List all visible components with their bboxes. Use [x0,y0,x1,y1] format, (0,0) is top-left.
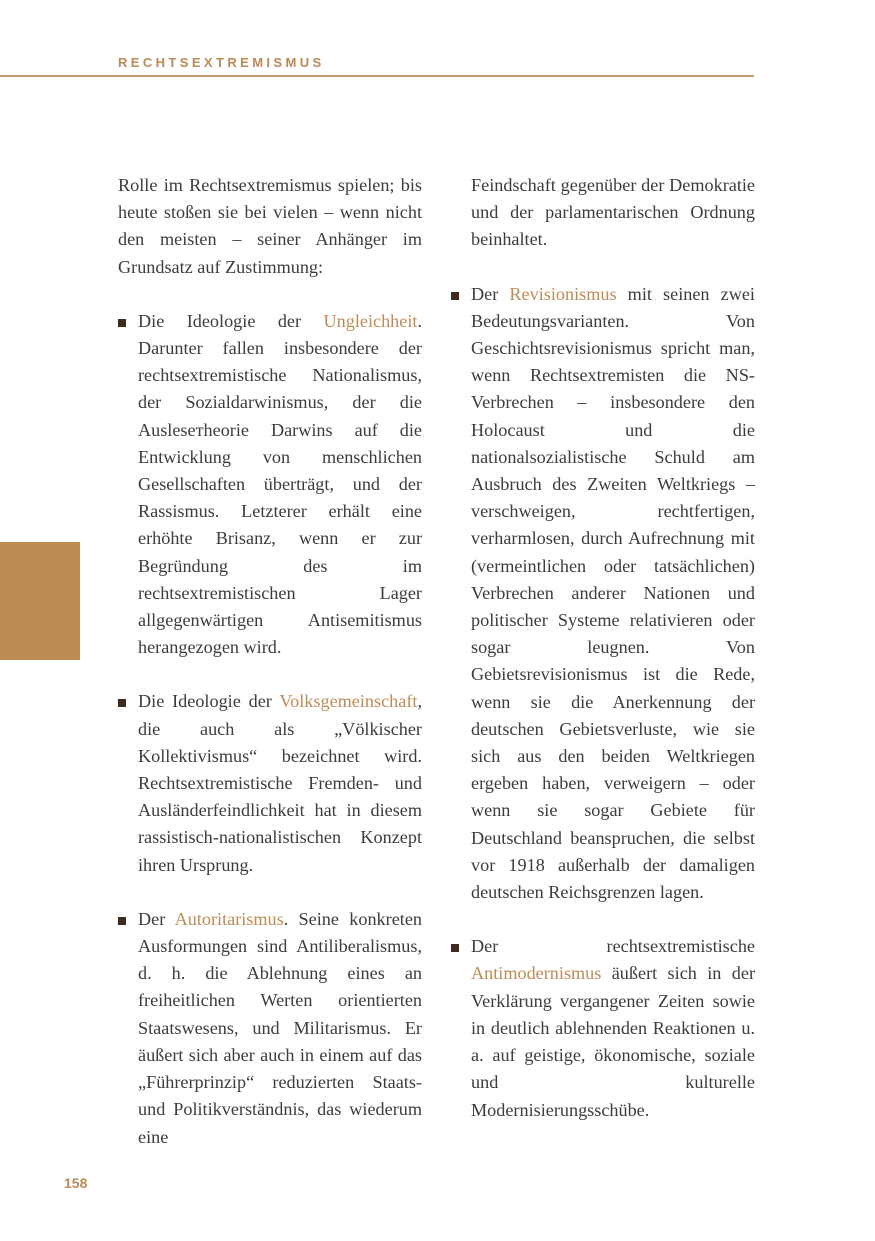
chapter-side-tab [0,542,80,660]
item-body: . Seine konkreten Ausformungen sind Antiliberalismus, d. h. die Ablehnung eines an freiheitlichen Werten orientierten Staatswesens, und Militarismus. Er äußert sich aber auch in einem auf das „Führerprinzip“ reduzierten Staats- und Politikverständnis, das wiederum eine [138,908,422,1147]
continuation-paragraph: Feindschaft gegenüber der Demokratie und der parlamentarischen Ordnung beinhaltet. [471,175,755,250]
square-bullet-icon [451,292,459,300]
list-item-text [138,308,422,662]
highlighted-term: Autoritarismus [174,908,284,929]
item-body: , die auch als „Völkischer Kollektivismus“ bezeichnet wird. Rechtsextremistische Fremden- und Ausländerfeindlichkeit hat in diesem rassistisch-nationalistischen Konzept ihren Ursprung. [138,691,422,875]
list-item-text [138,906,422,1151]
highlighted-term: Volksgemeinschaft [279,691,418,712]
square-bullet-icon [118,917,126,925]
running-header: RECHTSEXTREMISMUS [118,55,325,70]
item-lead: Der [138,908,175,929]
list-item-text [471,933,755,1123]
item-lead: Die Ideologie der [138,691,280,712]
highlighted-term: Ungleichheit [323,310,418,331]
page-number: 158 [64,1175,88,1191]
header-rule [0,75,754,77]
list-item [118,906,422,1151]
list-item [118,308,422,662]
square-bullet-icon [118,699,126,707]
list-item [451,281,755,907]
item-body: . Darunter fallen insbesondere der rechtsextremistische Nationalismus, der Sozialdarwinismus, der die Ausleseтheorie Darwins auf die Entwicklung von menschlichen Gesellschaften überträgt, und der Rassismus. Letzterer erhält eine erhöhte Brisanz, wenn er zur Begründung des im rechtsextremistischen Lager allgegenwärtigen Antisemitismus herangezogen wird. [138,310,422,658]
list-item-text [471,281,755,907]
right-column [451,172,755,1151]
intro-paragraph: Rolle im Rechtsextremismus spielen; bis heute stoßen sie bei vielen – wenn nicht den meisten – seiner Anhänger im Grundsatz auf Zustimmung: [118,175,422,277]
list-item [118,688,422,878]
item-lead: Der [471,283,510,304]
list-item-text [138,688,422,878]
item-body: mit seinen zwei Bedeutungsvarianten. Von Geschichtsrevisionismus spricht man, wenn Rechtsextremisten die NS-Verbrechen – insbesondere den Holocaust und die nationalsozialistische Schuld am Ausbruch des Zweiten Weltkriegs – verschweigen, rechtfertigen, verharmlosen, durch Aufrechnung mit (vermeintlichen oder tatsächlichen) Verbrechen anderer Nationen und politischer Systeme relativieren oder sogar leugnen. Von Gebietsrevisionismus ist die Rede, wenn sie die Anerkennung der deutschen Gebietsverluste, wie sie sich aus den beiden Weltkriegen ergeben haben, verweigern – oder wenn sie sogar Gebiete für Deutschland beanspruchen, die selbst vor 1918 außerhalb der damaligen deutschen Reichsgrenzen lagen. [471,283,755,903]
item-body: äußert sich in der Verklärung vergangener Zeiten sowie in deutlich ablehnenden Reaktionen u. a. auf geistige, ökonomische, soziale und kulturelle Modernisierungsschübe. [471,963,755,1120]
item-lead: Der rechtsextremistische [471,936,755,957]
left-column [118,172,422,1178]
highlighted-term: Antimodernismus [471,963,602,984]
square-bullet-icon [118,319,126,327]
square-bullet-icon [451,944,459,952]
highlighted-term: Revisionismus [509,283,617,304]
list-item [451,933,755,1123]
item-lead: Die Ideologie der [138,310,324,331]
